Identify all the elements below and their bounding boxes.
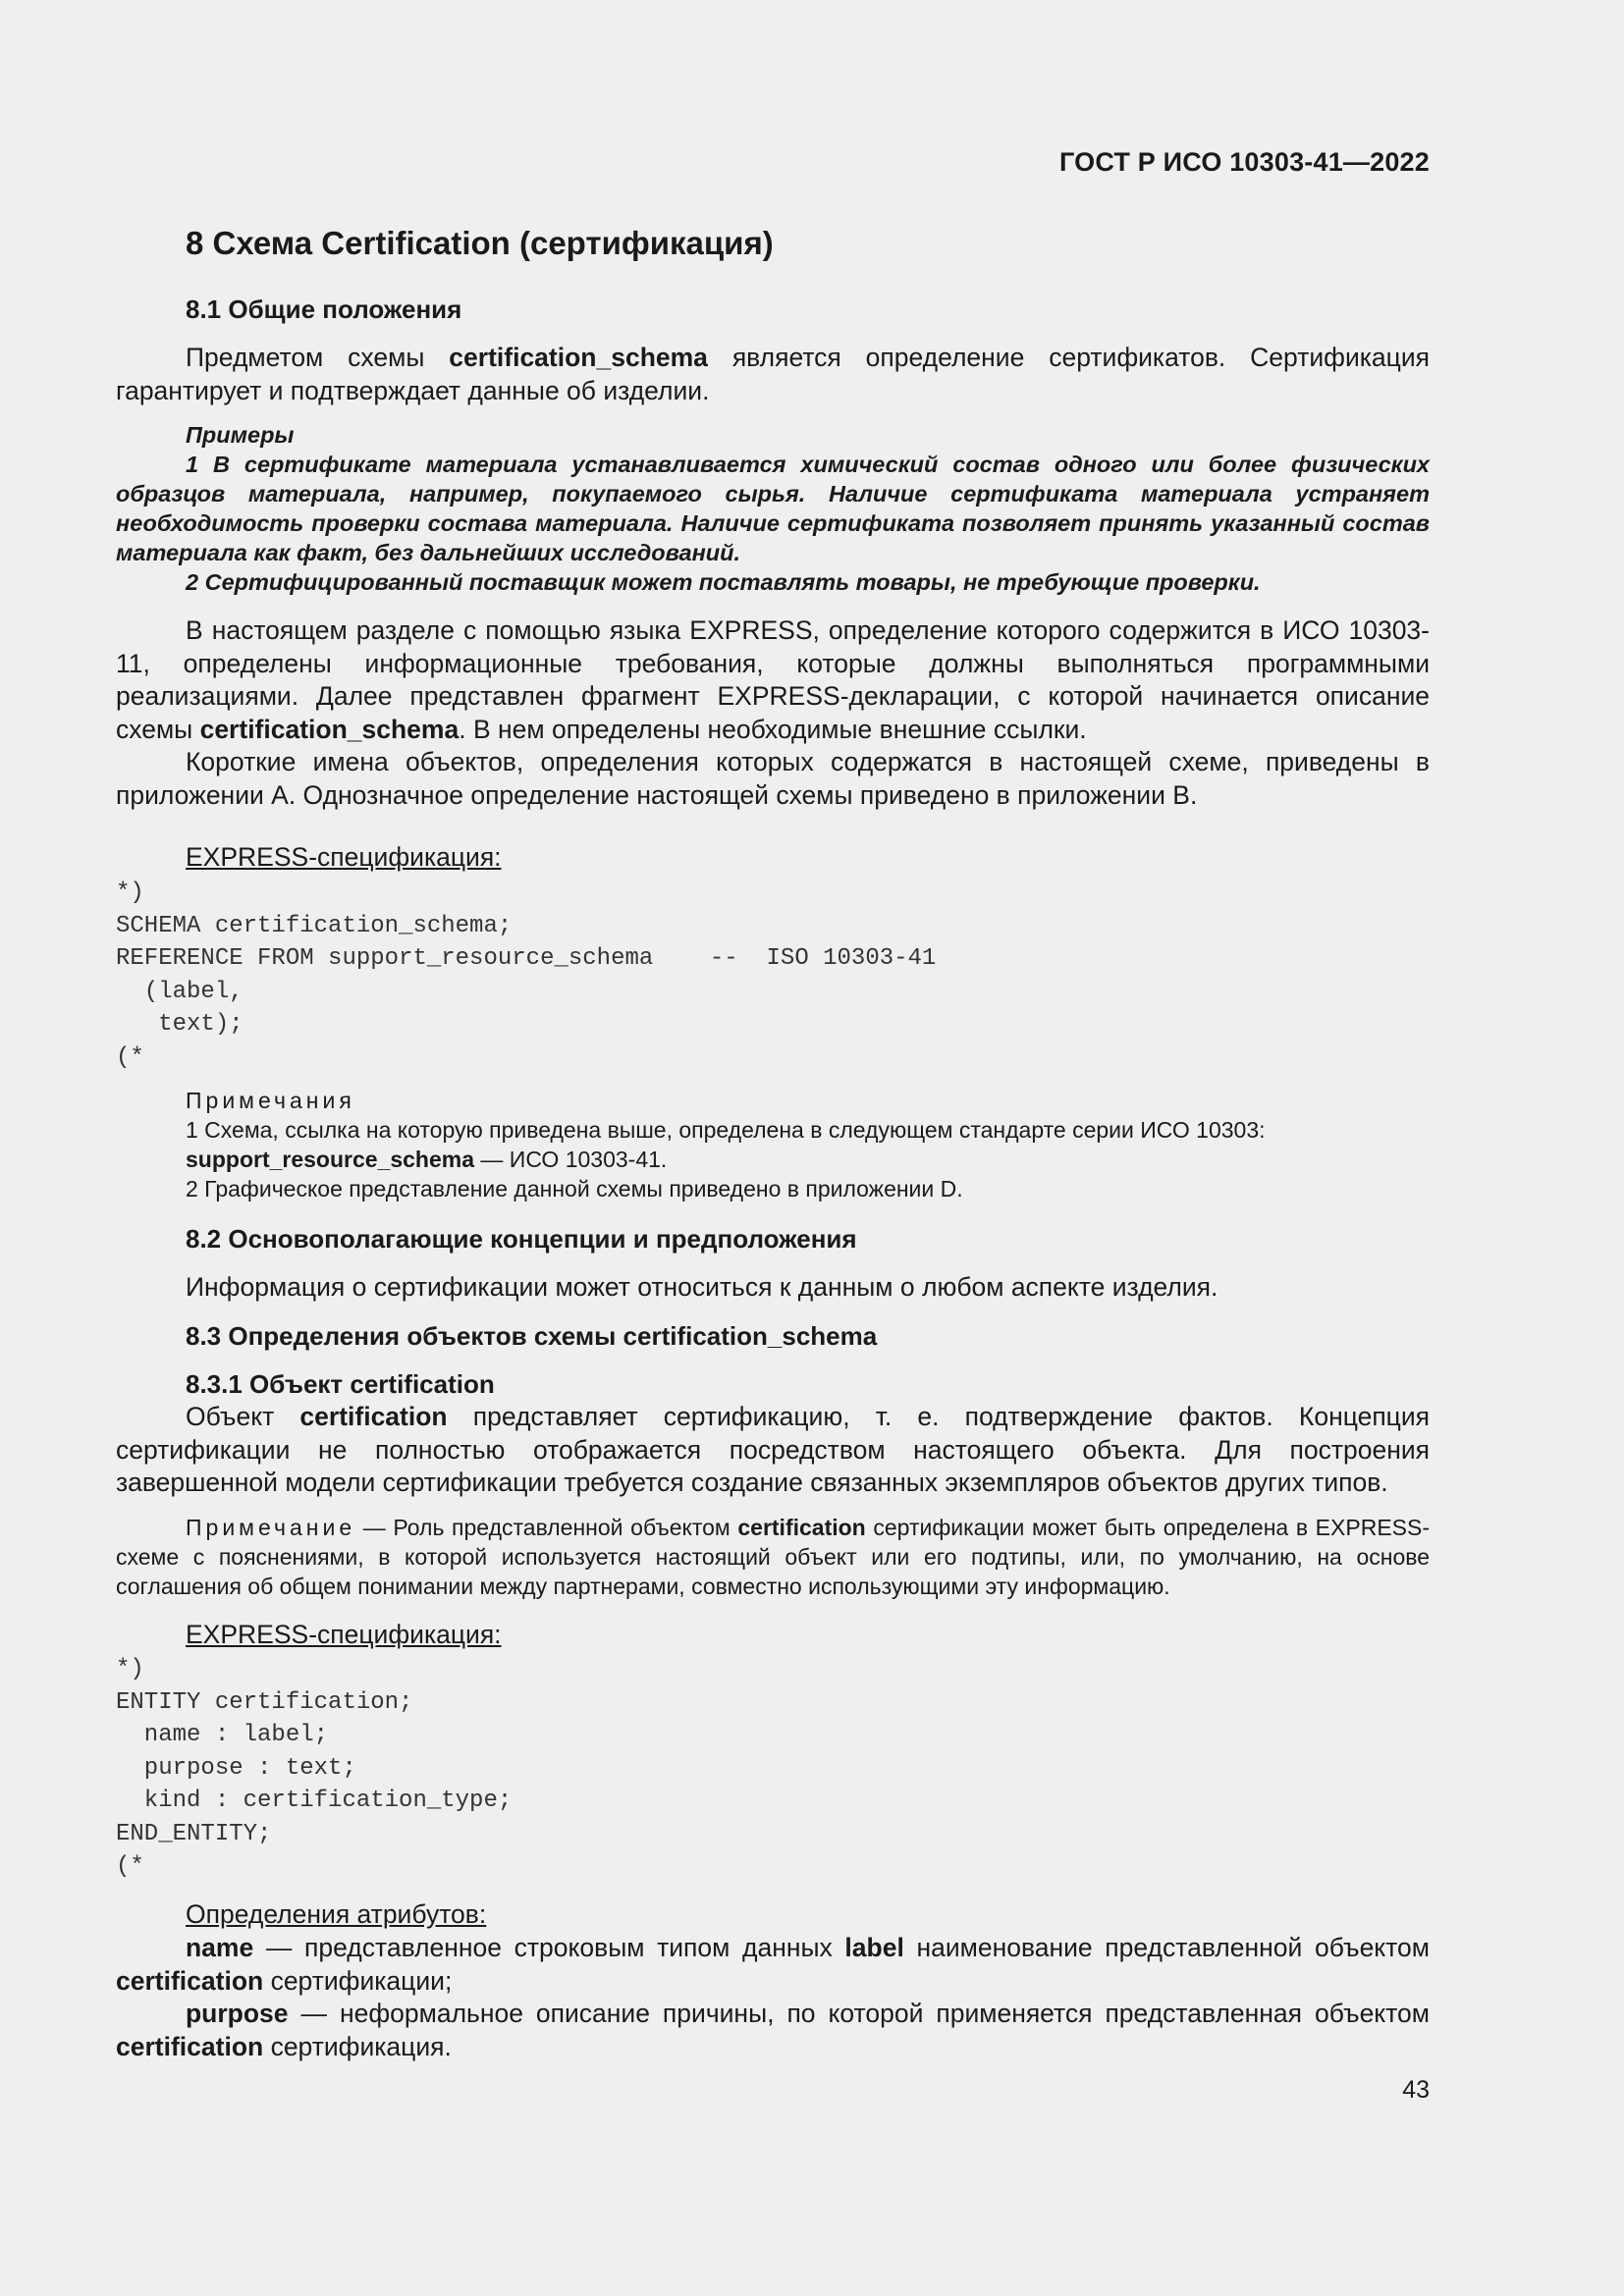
text: В настоящем разделе с помощью языка EXPRESS, определение которого содержится в ИСО 10303-11, определены информационные требования, которые должны выполняться программными реализациями. Далее представлен фрагмент EXPRESS-декларации, с которой начинается описание схемы bbox=[116, 615, 1430, 744]
section-8-3-1-title: 8.3.1 Объект certification bbox=[186, 1369, 495, 1399]
text: Предметом схемы bbox=[186, 343, 450, 372]
text: . В нем определены необходимые внешние ссылки. bbox=[459, 714, 1087, 744]
note-1: 1 Схема, ссылка на которую приведена выше, определена в следующем стандарте серии ИСО 10303: bbox=[186, 1117, 1266, 1143]
text: сертификации может быть определена в EXPRESS-схеме с пояснениями, в которой используется настоящий объект или его подтипы, или, по умолчанию, на основе соглашения об общем понимании между партнерами, совместно использующими эту информацию. bbox=[116, 1515, 1430, 1599]
attr-name: name bbox=[186, 1933, 254, 1962]
entity-name: certification bbox=[116, 2031, 264, 2061]
attribute-definitions bbox=[116, 1932, 1430, 2063]
attribute-definitions-label: Определения атрибутов: bbox=[186, 1899, 487, 1929]
section-8-1-title: 8.1 Общие положения bbox=[186, 294, 462, 324]
example-1: 1 В сертификате материала устанавливается химический состав одного или более физических образцов материала, например, покупаемого сырья. Наличие сертификата материала устраняет необходимость проверки состава материала. Наличие сертификата позволяет принять указанный состав материала как факт, без дальнейших исследований. bbox=[116, 452, 1430, 565]
section-8-1-paragraph bbox=[116, 342, 1430, 407]
entity-name: certification bbox=[737, 1515, 866, 1540]
paragraph: Информация о сертификации может относиться к данным о любом аспекте изделия. bbox=[186, 1272, 1218, 1302]
note-label: Примечание bbox=[186, 1515, 356, 1540]
schema-ref: support_resource_schema bbox=[186, 1147, 475, 1172]
text: Объект bbox=[186, 1402, 300, 1431]
express-spec-label: EXPRESS-спецификация: bbox=[186, 1620, 502, 1649]
schema-name: certification_schema bbox=[449, 343, 708, 372]
text: является определение сертификатов. Сертификация гарантирует и подтверждает данные об изделии. bbox=[116, 343, 1430, 405]
text: — неформальное описание причины, по которой применяется представленная объектом bbox=[288, 1999, 1430, 2028]
express-spec-label: EXPRESS-спецификация: bbox=[186, 842, 502, 872]
section-8-3-title: 8.3 Определения объектов схемы certification_schema bbox=[186, 1321, 878, 1351]
entity-name: certification bbox=[299, 1402, 448, 1431]
schema-name: certification_schema bbox=[199, 714, 460, 744]
section-8-3-1-paragraph bbox=[116, 1401, 1430, 1500]
section-8-1-more bbox=[116, 614, 1430, 812]
paragraph: Короткие имена объектов, определения которых содержатся в настоящей схеме, приведены в приложении А. Однозначное определение настоящей схемы приведено в приложении В. bbox=[116, 747, 1430, 810]
section-8-title: 8 Схема Certification (сертификация) bbox=[186, 225, 774, 261]
examples-block bbox=[116, 420, 1430, 597]
section-8-2-paragraph bbox=[116, 1271, 1430, 1305]
note-2: 2 Графическое представление данной схемы приведено в приложении D. bbox=[186, 1176, 963, 1201]
notes-block bbox=[116, 1086, 1430, 1203]
express-entity-code: *) ENTITY certification; name : label; purpose : text; kind : certification_type; END_ENTITY; (* bbox=[116, 1656, 513, 1880]
section-8-2-title: 8.2 Основополагающие концепции и предположения bbox=[186, 1224, 857, 1254]
type-name: label bbox=[844, 1933, 904, 1962]
attr-purpose: purpose bbox=[186, 1999, 289, 2028]
note-certification bbox=[116, 1513, 1430, 1601]
examples-heading: Примеры bbox=[186, 422, 295, 448]
text: — Роль представленной объектом bbox=[355, 1515, 738, 1540]
entity-name: certification bbox=[116, 1965, 264, 1996]
page-number: 43 bbox=[1402, 2076, 1430, 2104]
notes-heading: Примечания bbox=[186, 1088, 355, 1113]
text: сертификации; bbox=[263, 1965, 453, 1996]
attr-name-definition bbox=[116, 1932, 1430, 1998]
express-code-block: *) SCHEMA certification_schema; REFERENCE FROM support_resource_schema -- ISO 10303-41 (label, text); (* bbox=[116, 880, 937, 1071]
attr-purpose-definition bbox=[116, 1998, 1430, 2063]
text: представляет сертификацию, т. е. подтверждение фактов. Концепция сертификации не полностью отображается посредством настоящего объекта. Для построения завершенной модели сертификации требуется создание связанных экземпляров объектов других типов. bbox=[116, 1402, 1431, 1497]
text: сертификация. bbox=[263, 2031, 452, 2061]
text: — ИСО 10303-41. bbox=[474, 1147, 668, 1172]
document-code: ГОСТ Р ИСО 10303-41—2022 bbox=[1059, 147, 1430, 177]
text: наименование представленной объектом bbox=[903, 1933, 1430, 1962]
example-2: 2 Сертифицированный поставщик может поставлять товары, не требующие проверки. bbox=[186, 569, 1261, 595]
text: — представленное строковым типом данных bbox=[253, 1933, 845, 1962]
